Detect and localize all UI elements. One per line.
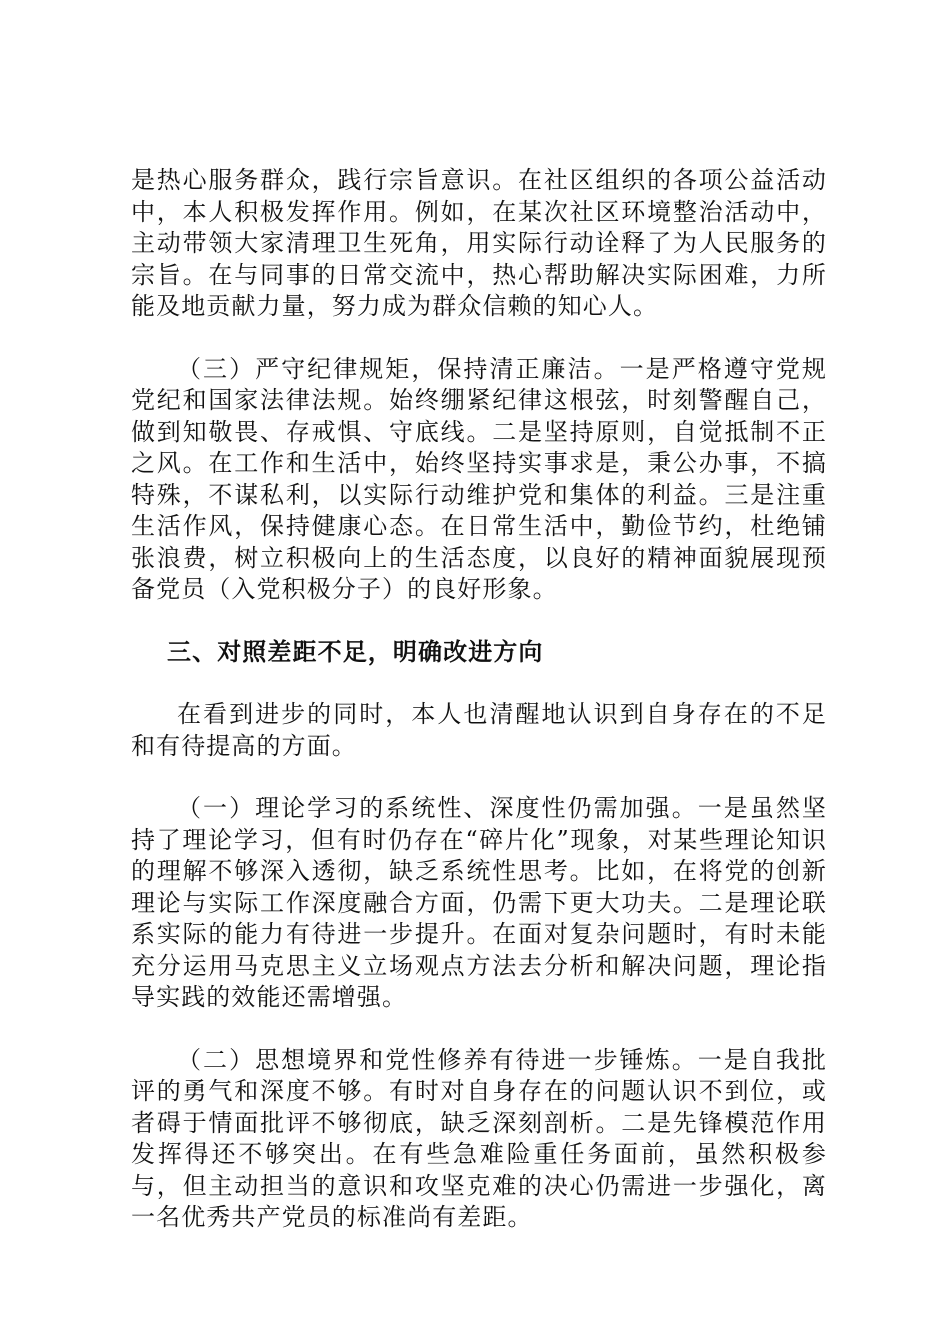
section-heading: 三、对照差距不足，明确改进方向 bbox=[167, 637, 544, 666]
document-body bbox=[131, 165, 827, 1265]
paragraph-intro: 在看到进步的同时，本人也清醒地认识到自身存在的不足和有待提高的方面。 bbox=[131, 700, 827, 760]
paragraph-item-1: （一）理论学习的系统性、深度性仍需加强。一是虽然坚持了理论学习，但有时仍存在“碎片化”现象，对某些理论知识的理解不够深入透彻，缺乏系统性思考。比如，在将党的创新理论与实际工作深度融合方面，仍需下更大功夫。二是理论联系实际的能力有待进一步提升。在面对复杂问题时，有时未能充分运用马克思主义立场观点方法去分析和解决问题，理论指导实践的效能还需增强。 bbox=[131, 794, 827, 1011]
paragraph-continued: 是热心服务群众，践行宗旨意识。在社区组织的各项公益活动中，本人积极发挥作用。例如，在某次社区环境整治活动中，主动带领大家清理卫生死角，用实际行动诠释了为人民服务的宗旨。在与同事的日常交流中，热心帮助解决实际困难，力所能及地贡献力量，努力成为群众信赖的知心人。 bbox=[131, 166, 827, 320]
paragraph-item-2: （二）思想境界和党性修养有待进一步锤炼。一是自我批评的勇气和深度不够。有时对自身存在的问题认识不到位，或者碍于情面批评不够彻底，缺乏深刻剖析。二是先锋模范作用发挥得还不够突出。在有些急难险重任务面前，虽然积极参与，但主动担当的意识和攻坚克难的决心仍需进一步强化，离一名优秀共产党员的标准尚有差距。 bbox=[131, 1045, 827, 1231]
paragraph-section-3: （三）严守纪律规矩，保持清正廉洁。一是严格遵守党规党纪和国家法律法规。始终绷紧纪律这根弦，时刻警醒自己，做到知敬畏、存戒惧、守底线。二是坚持原则，自觉抵制不正之风。在工作和生活中，始终坚持实事求是，秉公办事，不搞特殊，不谋私利，以实际行动维护党和集体的利益。三是注重生活作风，保持健康心态。在日常生活中，勤俭节约，杜绝铺张浪费，树立积极向上的生活态度，以良好的精神面貌展现预备党员（入党积极分子）的良好形象。 bbox=[131, 354, 827, 603]
